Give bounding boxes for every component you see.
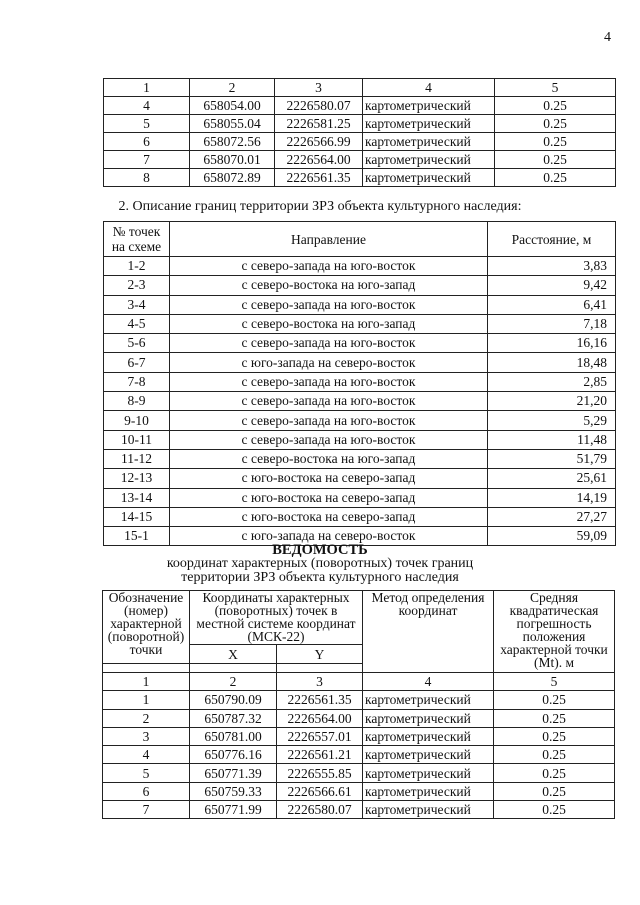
table-row [104, 151, 616, 169]
distance-cell: 11,48 [488, 430, 616, 449]
segment-cell: 11-12 [104, 449, 170, 468]
column-number: 2 [190, 673, 277, 691]
point-cell: 3 [103, 727, 190, 745]
error-cell: 0.25 [495, 151, 616, 169]
point-cell: 6 [103, 782, 190, 800]
distance-cell: 5,29 [488, 411, 616, 430]
statement-title: ВЕДОМОСТЬ [272, 542, 368, 558]
coordinates-table-continued [103, 78, 616, 187]
column-number: 1 [103, 673, 190, 691]
x-cell: 650771.39 [190, 764, 277, 782]
boundary-rows [104, 257, 616, 546]
direction-cell: с юго-востока на северо-запад [170, 488, 488, 507]
error-cell: 0.25 [494, 782, 615, 800]
direction-cell: с северо-запада на юго-восток [170, 430, 488, 449]
header-cell: 3 [275, 79, 363, 97]
direction-cell: с северо-запада на юго-восток [170, 295, 488, 314]
x-cell: 658055.04 [190, 115, 275, 133]
method-cell: картометрический [363, 691, 494, 709]
method-cell: картометрический [363, 727, 494, 745]
x-cell: 650771.99 [190, 801, 277, 819]
error-cell: 0.25 [495, 133, 616, 151]
table-row [104, 488, 616, 507]
x-cell: 658072.89 [190, 169, 275, 187]
error-cell: 0.25 [495, 115, 616, 133]
segment-cell: 9-10 [104, 411, 170, 430]
y-cell: 2226561.21 [277, 746, 363, 764]
column-number: 5 [494, 673, 615, 691]
table-row [104, 334, 616, 353]
table-row [104, 314, 616, 333]
segment-cell: 10-11 [104, 430, 170, 449]
x-cell: 658054.00 [190, 97, 275, 115]
segment-cell: 15-1 [104, 527, 170, 546]
table-row [103, 746, 615, 764]
direction-cell: с юго-запада на северо-восток [170, 353, 488, 372]
segment-cell: 14-15 [104, 507, 170, 526]
y-cell: 2226580.07 [275, 97, 363, 115]
method-cell: картометрический [363, 97, 495, 115]
segment-cell: 4-5 [104, 314, 170, 333]
table-header-row [104, 222, 616, 257]
statement-heading [0, 543, 640, 585]
spacer-cell [190, 664, 277, 673]
segment-cell: 12-13 [104, 469, 170, 488]
method-cell: картометрический [363, 782, 494, 800]
direction-cell: с северо-востока на юго-запад [170, 449, 488, 468]
distance-cell: 51,79 [488, 449, 616, 468]
distance-cell: 21,20 [488, 392, 616, 411]
table-row [104, 449, 616, 468]
table-row [104, 430, 616, 449]
method-header: Метод определения координат [363, 591, 494, 673]
table-row [104, 411, 616, 430]
distance-cell: 18,48 [488, 353, 616, 372]
table-row [103, 764, 615, 782]
header-cell: 5 [495, 79, 616, 97]
table-row [104, 115, 616, 133]
header-cell: 1 [104, 79, 190, 97]
header-cell: 2 [190, 79, 275, 97]
error-cell: 0.25 [494, 746, 615, 764]
method-cell: картометрический [363, 746, 494, 764]
segment-cell: 3-4 [104, 295, 170, 314]
direction-cell: с северо-запада на юго-восток [170, 411, 488, 430]
segment-cell: 13-14 [104, 488, 170, 507]
table-row [103, 782, 615, 800]
direction-cell: с северо-востока на юго-запад [170, 276, 488, 295]
y-header: Y [277, 645, 363, 664]
direction-cell: с северо-запада на юго-восток [170, 372, 488, 391]
error-header: Средняя квадратическая погрешность положения характерной точки (Mt). м [494, 591, 615, 673]
method-cell: картометрический [363, 801, 494, 819]
y-cell: 2226561.35 [275, 169, 363, 187]
distance-cell: 59,09 [488, 527, 616, 546]
error-cell: 0.25 [494, 691, 615, 709]
table-row [103, 727, 615, 745]
spacer-cell [103, 664, 190, 673]
point-cell: 7 [104, 151, 190, 169]
distance-cell: 16,16 [488, 334, 616, 353]
error-cell: 0.25 [494, 764, 615, 782]
direction-cell: с юго-востока на северо-запад [170, 507, 488, 526]
direction-cell: с северо-востока на юго-запад [170, 314, 488, 333]
distance-cell: 25,61 [488, 469, 616, 488]
column-number: 3 [277, 673, 363, 691]
coordinates-statement-table [102, 590, 615, 819]
table-row [104, 295, 616, 314]
y-cell: 2226561.35 [277, 691, 363, 709]
method-cell: картометрический [363, 709, 494, 727]
points-header: № точек на схеме [104, 222, 170, 257]
x-cell: 658070.01 [190, 151, 275, 169]
y-cell: 2226564.00 [275, 151, 363, 169]
designation-header: Обозначение (номер) характерной (поворотной) точки [103, 591, 190, 664]
segment-cell: 7-8 [104, 372, 170, 391]
segment-cell: 1-2 [104, 257, 170, 276]
x-cell: 650759.33 [190, 782, 277, 800]
distance-cell: 7,18 [488, 314, 616, 333]
distance-cell: 14,19 [488, 488, 616, 507]
direction-cell: с северо-запада на юго-восток [170, 257, 488, 276]
error-cell: 0.25 [495, 169, 616, 187]
x-header: X [190, 645, 277, 664]
method-cell: картометрический [363, 764, 494, 782]
table-row [104, 257, 616, 276]
error-cell: 0.25 [494, 727, 615, 745]
point-cell: 8 [104, 169, 190, 187]
boundary-description-table [103, 221, 616, 546]
table-header-row [104, 79, 616, 97]
page-number: 4 [604, 30, 611, 45]
method-cell: картометрический [363, 169, 495, 187]
table-row [103, 709, 615, 727]
distance-cell: 3,83 [488, 257, 616, 276]
point-cell: 7 [103, 801, 190, 819]
statement-subtitle-line-1: координат характерных (поворотных) точек границ [166, 556, 474, 571]
table-row [104, 469, 616, 488]
y-cell: 2226555.85 [277, 764, 363, 782]
statement-rows [103, 691, 615, 819]
coordinates-header: Координаты характерных (поворотных) точек в местной системе координат (МСК-22) [190, 591, 363, 645]
distance-header: Расстояние, м [488, 222, 616, 257]
section-2-title: 2. Описание границ территории ЗРЗ объекта культурного наследия: [118, 199, 522, 214]
table-row [104, 372, 616, 391]
direction-cell: с юго-запада на северо-восток [170, 527, 488, 546]
table-row [104, 276, 616, 295]
y-cell: 2226581.25 [275, 115, 363, 133]
distance-cell: 9,42 [488, 276, 616, 295]
error-cell: 0.25 [495, 97, 616, 115]
spacer-cell [277, 664, 363, 673]
direction-cell: с северо-запада на юго-восток [170, 334, 488, 353]
header-cell: 4 [363, 79, 495, 97]
y-cell: 2226580.07 [277, 801, 363, 819]
x-cell: 650776.16 [190, 746, 277, 764]
method-cell: картометрический [363, 115, 495, 133]
method-cell: картометрический [363, 151, 495, 169]
error-cell: 0.25 [494, 709, 615, 727]
statement-subtitle-line-2: территории ЗРЗ объекта культурного наследия [181, 570, 459, 585]
segment-cell: 5-6 [104, 334, 170, 353]
point-cell: 5 [103, 764, 190, 782]
table-row [104, 97, 616, 115]
table-header-row [103, 591, 615, 645]
column-number: 4 [363, 673, 494, 691]
x-cell: 650790.09 [190, 691, 277, 709]
segment-cell: 6-7 [104, 353, 170, 372]
x-cell: 650787.32 [190, 709, 277, 727]
table-row [103, 801, 615, 819]
y-cell: 2226566.61 [277, 782, 363, 800]
column-number-row [103, 673, 615, 691]
point-cell: 4 [103, 746, 190, 764]
y-cell: 2226557.01 [277, 727, 363, 745]
point-cell: 4 [104, 97, 190, 115]
table-row [104, 133, 616, 151]
point-cell: 5 [104, 115, 190, 133]
point-cell: 6 [104, 133, 190, 151]
table-row [104, 353, 616, 372]
distance-cell: 27,27 [488, 507, 616, 526]
method-cell: картометрический [363, 133, 495, 151]
y-cell: 2226564.00 [277, 709, 363, 727]
table-row [103, 691, 615, 709]
y-cell: 2226566.99 [275, 133, 363, 151]
point-cell: 1 [103, 691, 190, 709]
error-cell: 0.25 [494, 801, 615, 819]
direction-cell: с северо-запада на юго-восток [170, 392, 488, 411]
direction-cell: с юго-востока на северо-запад [170, 469, 488, 488]
x-cell: 650781.00 [190, 727, 277, 745]
table-row [104, 392, 616, 411]
distance-cell: 6,41 [488, 295, 616, 314]
segment-cell: 2-3 [104, 276, 170, 295]
table-row [104, 169, 616, 187]
direction-header: Направление [170, 222, 488, 257]
point-cell: 2 [103, 709, 190, 727]
distance-cell: 2,85 [488, 372, 616, 391]
table-row [104, 507, 616, 526]
x-cell: 658072.56 [190, 133, 275, 151]
segment-cell: 8-9 [104, 392, 170, 411]
